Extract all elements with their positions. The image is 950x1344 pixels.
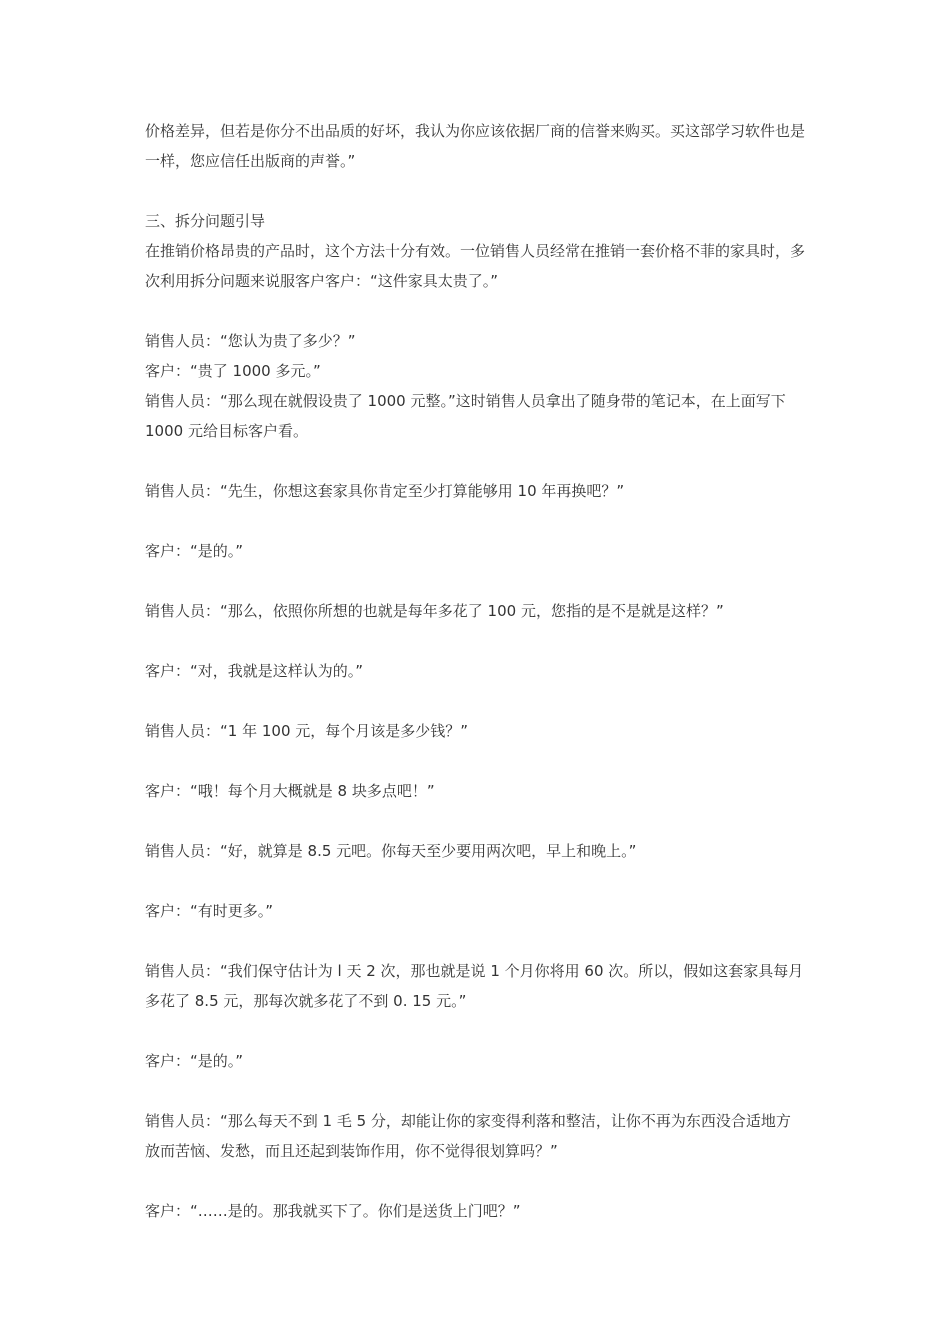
- dialogue-line: 销售人员：“我们保守估计为 l 天 2 次，那也就是说 1 个月你将用 60 次。所以，假如这套家具每月多花了 8.5 元，那每次就多花了不到 0. 15 元。”: [145, 962, 804, 1010]
- paragraph-gap: [145, 746, 805, 776]
- paragraph-intro: 在推销价格昂贵的产品时，这个方法十分有效。一位销售人员经常在推销一套价格不菲的家具时，多次利用拆分问题来说服客户客户：“这件家具太贵了。”: [145, 242, 806, 290]
- dialogue-line: 客户：“哦！每个月大概就是 8 块多点吧！”: [145, 782, 435, 800]
- paragraph-gap: [145, 566, 805, 596]
- dialogue-line: 销售人员：“1 年 100 元，每个月该是多少钱？”: [145, 722, 469, 740]
- dialogue-line: 客户：“对，我就是这样认为的。”: [145, 662, 364, 680]
- dialogue-line: 销售人员：“那么，依照你所想的也就是每年多花了 100 元，您指的是不是就是这样？”: [145, 602, 724, 620]
- dialogue-line: 客户：“……是的。那我就买下了。你们是送货上门吧？”: [145, 1202, 521, 1220]
- dialogue-line: 客户：“是的。”: [145, 542, 244, 560]
- paragraph-price-reputation: 价格差异，但若是你分不出品质的好坏，我认为你应该依据厂商的信誉来购买。买这部学习软件也是一样，您应信任出版商的声誉。”: [145, 122, 806, 170]
- dialogue-line: 销售人员：“那么现在就假设贵了 1000 元整。”这时销售人员拿出了随身带的笔记本，在上面写下 1000 元给目标客户看。: [145, 392, 786, 440]
- dialogue-line: 销售人员：“那么每天不到 1 毛 5 分，却能让你的家变得利落和整洁，让你不再为东西没合适地方放而苦恼、发愁，而且还起到装饰作用，你不觉得很划算吗？”: [145, 1112, 791, 1160]
- section-heading-split-question: 三、拆分问题引导: [145, 212, 266, 230]
- paragraph-gap: [145, 806, 805, 836]
- paragraph-gap: [145, 626, 805, 656]
- paragraph-gap: [145, 686, 805, 716]
- dialogue-line: 销售人员：“您认为贵了多少？”: [145, 332, 356, 350]
- paragraph-gap: [145, 176, 805, 206]
- paragraph-gap: [145, 1016, 805, 1046]
- dialogue-line: 销售人员：“先生，你想这套家具你肯定至少打算能够用 10 年再换吧？”: [145, 482, 625, 500]
- dialogue-line: 客户：“有时更多。”: [145, 902, 274, 920]
- dialogue-line: 客户：“是的。”: [145, 1052, 244, 1070]
- paragraph-gap: [145, 296, 805, 326]
- dialogue-line: 销售人员：“好，就算是 8.5 元吧。你每天至少要用两次吧，早上和晚上。”: [145, 842, 637, 860]
- paragraph-gap: [145, 1166, 805, 1196]
- dialogue-line: 客户：“贵了 1000 多元。”: [145, 362, 321, 380]
- paragraph-gap: [145, 506, 805, 536]
- paragraph-gap: [145, 926, 805, 956]
- paragraph-gap: [145, 446, 805, 476]
- paragraph-gap: [145, 866, 805, 896]
- paragraph-gap: [145, 1076, 805, 1106]
- document-body: [145, 116, 805, 1226]
